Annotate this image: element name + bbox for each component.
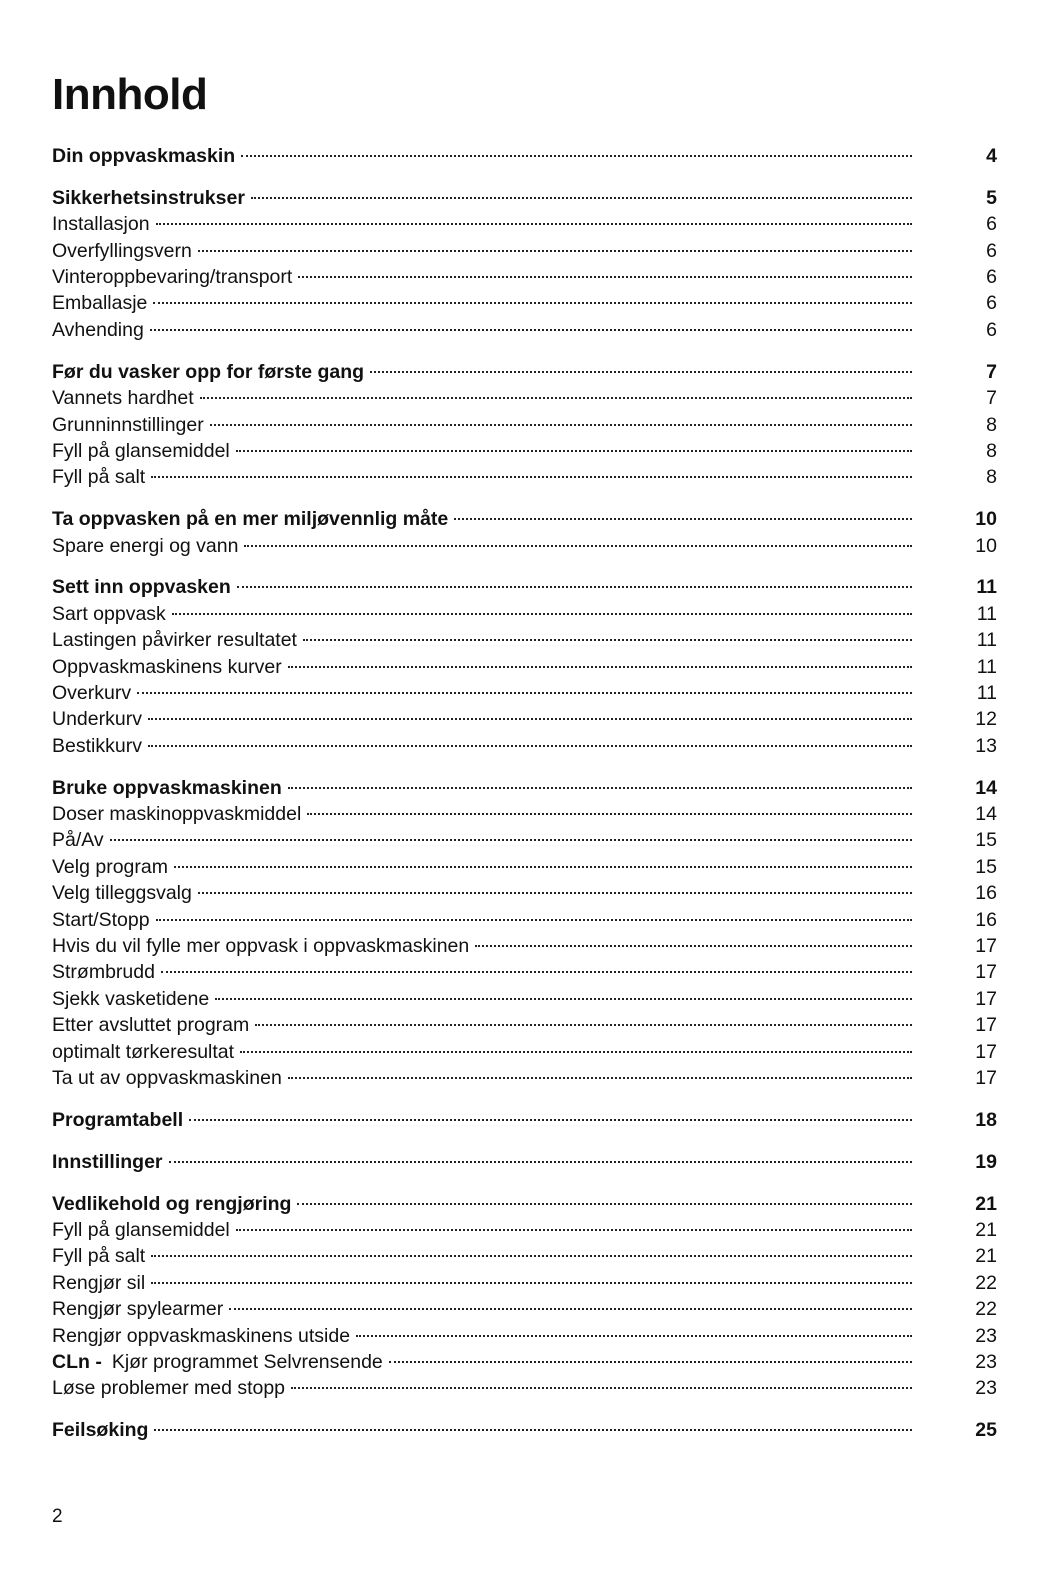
dot-leader-area [145,1287,967,1289]
toc-entry [52,1296,997,1322]
toc-page-number: 14 [975,776,997,799]
dot-leader-area [104,844,967,846]
dot-leader-area [249,1029,967,1031]
dot-leader-area [166,618,967,620]
dot-leader [200,397,912,399]
dot-leader [154,1429,912,1431]
toc-entry-label [52,1243,145,1269]
toc-page-number: 13 [975,734,997,757]
toc-entry-text: Sart oppvask [52,602,166,625]
toc-page-number: 8 [986,439,997,462]
dot-leader-area [145,1260,967,1262]
toc-entry-label [52,317,144,343]
dot-leader [297,1203,912,1205]
dot-leader [298,276,912,278]
toc-entry-text: Vannets hardhet [52,387,194,410]
toc-page-number: 11 [976,655,997,678]
dot-leader [356,1335,912,1337]
toc-page-number: 12 [975,708,997,731]
dot-leader-area [192,255,967,257]
dot-leader-area [297,644,967,646]
toc-entry [52,1323,997,1349]
toc-page-number: 7 [986,360,997,383]
dot-leader [148,718,912,720]
toc-page-number: 6 [986,292,997,315]
toc-entry-text: Vinteroppbevaring/transport [52,266,293,289]
toc-page-number: 6 [986,213,997,236]
dot-leader [255,1024,912,1026]
dot-leader [153,302,912,304]
toc-entry-label [52,907,150,933]
dot-leader-area [245,202,967,204]
dot-leader [241,155,912,157]
toc-entry-label [52,533,238,559]
dot-leader-area [204,429,967,431]
dot-leader-area [291,1208,967,1210]
dot-leader [288,787,912,789]
dot-leader-area [350,1340,967,1342]
toc-entry-text: Grunninnstillinger [52,413,204,436]
dot-leader-area [231,591,967,593]
toc-page-number: 5 [986,186,997,209]
toc-entry-label [52,1296,223,1322]
toc-page-number: 8 [986,466,997,489]
toc-section [52,1149,997,1175]
toc-heading-entry [52,1149,997,1175]
toc-entry [52,907,997,933]
dot-leader [198,892,912,894]
dot-leader [288,1077,912,1079]
dot-leader [240,1051,912,1053]
dot-leader-area [285,1392,967,1394]
toc-entry-label [52,412,204,438]
toc-page-number: 21 [975,1192,997,1215]
dot-leader [151,1255,912,1257]
dot-leader-area [364,376,967,378]
toc-entry-text: Fyll på salt [52,1245,146,1268]
toc-entry [52,827,997,853]
toc-section [52,1417,997,1443]
toc-entry-label [52,185,245,211]
toc-entry [52,627,997,653]
toc-entry [52,1349,997,1375]
toc-section [52,506,997,559]
toc-entry-text: Fyll på salt [52,466,146,489]
toc-page-number: 22 [975,1298,997,1321]
dot-leader [291,1387,912,1389]
toc-heading-entry [52,1417,997,1443]
table-of-contents [52,143,997,1459]
toc-entry-text: Etter avsluttet program [52,1014,250,1037]
toc-entry-label [52,506,448,532]
toc-entry-label [52,775,282,801]
toc-entry [52,680,997,706]
toc-entry-text: Kjør programmet Selvrensende [111,1351,383,1374]
toc-entry-label [52,801,301,827]
toc-heading-entry [52,1107,997,1133]
toc-entry [52,601,997,627]
dot-leader [251,197,912,199]
dot-leader-area [145,481,967,483]
toc-page-number: 21 [975,1245,997,1268]
toc-page-number: 6 [986,318,997,341]
dot-leader-area [142,723,967,725]
toc-heading-entry [52,359,997,385]
toc-page-number: 10 [975,508,997,531]
dot-leader-area [150,924,967,926]
toc-entry-text: Ta ut av oppvaskmaskinen [52,1067,282,1089]
toc-entry [52,1039,997,1065]
dot-leader-area [235,160,967,162]
toc-entry [52,959,997,985]
dot-leader [156,919,912,921]
dot-leader-area [147,307,967,309]
toc-entry-label [52,733,142,759]
toc-page-number: 23 [975,1324,997,1347]
toc-entry-label [52,1349,383,1375]
toc-entry-label [52,385,194,411]
toc-entry [52,706,997,732]
toc-section [52,185,997,343]
toc-entry-text: Din oppvaskmaskin [52,145,236,167]
toc-entry-label [52,290,147,316]
toc-page-number: 22 [975,1271,997,1294]
toc-entry-text: optimalt tørkeresultat [52,1040,235,1063]
toc-page-number: 23 [975,1377,997,1400]
toc-entry-text: Bruke oppvaskmaskinen [52,776,282,799]
toc-entry-text: På/Av [52,829,104,852]
toc-entry-label [52,211,150,237]
toc-page-number: 11 [976,602,997,625]
dot-leader [236,450,912,452]
dot-leader [174,866,912,868]
toc-entry-label [52,264,292,290]
dot-leader-area [163,1166,967,1168]
dot-leader-area [383,1366,967,1368]
dot-leader-area [230,455,967,457]
toc-section [52,574,997,759]
dot-leader-area [282,792,967,794]
dot-leader [198,250,912,252]
toc-entry-label [52,1217,230,1243]
dot-leader-area [148,1434,967,1436]
toc-entry-text: Feilsøking [52,1419,149,1442]
toc-entry-label [52,1323,350,1349]
toc-entry-text: Ta oppvasken på en mer miljøvennlig måte [52,508,449,531]
toc-entry-label [52,601,166,627]
toc-entry-text: Fyll på glansemiddel [52,439,230,462]
toc-heading-entry [52,185,997,211]
toc-entry [52,1270,997,1296]
dot-leader-area [469,950,967,952]
toc-page-number: 10 [975,534,997,557]
toc-page-number: 23 [975,1351,997,1374]
toc-entry [52,801,997,827]
toc-entry-text: Sjekk vasketidene [52,987,210,1010]
toc-entry-label [52,359,364,385]
dot-leader [370,371,912,373]
toc-heading-entry [52,1191,997,1217]
dot-leader [210,424,912,426]
dot-leader [169,1161,912,1163]
toc-page-number: 4 [986,145,997,167]
dot-leader-area [209,1003,967,1005]
toc-heading-entry [52,143,997,169]
toc-section [52,359,997,491]
toc-entry-label [52,986,209,1012]
toc-entry [52,1217,997,1243]
dot-leader-area [448,523,967,525]
toc-entry [52,211,997,237]
dot-leader-area [238,550,967,552]
toc-entry-label [52,854,168,880]
toc-entry-text: Rengjør sil [52,1271,146,1294]
dot-leader-area [192,897,967,899]
toc-entry [52,1243,997,1269]
dot-leader [137,692,912,694]
toc-page-number: 17 [975,935,997,958]
toc-entry-label [52,1191,291,1217]
toc-entry-text: Velg tilleggsvalg [52,882,192,905]
toc-entry-label [52,143,235,169]
toc-entry [52,385,997,411]
dot-leader [110,839,912,841]
toc-entry-text: Installasjon [52,213,150,236]
toc-entry-text: Velg program [52,855,168,878]
dot-leader [151,476,912,478]
toc-entry [52,1012,997,1038]
dot-leader-area [234,1056,967,1058]
toc-entry-label [52,706,142,732]
toc-entry-text: Underkurv [52,708,142,731]
toc-entry-text: Programtabell [52,1108,184,1131]
toc-entry [52,933,997,959]
dot-leader-area [131,697,967,699]
dot-leader-area [230,1234,967,1236]
toc-entry-text: Rengjør spylearmer [52,1298,224,1321]
dot-leader-area [282,671,967,673]
toc-section [52,1107,997,1133]
toc-entry [52,264,997,290]
toc-entry-text: Strømbrudd [52,961,155,984]
toc-page-number: 17 [975,961,997,984]
dot-leader [475,945,912,947]
toc-page-number: 8 [986,413,997,436]
dot-leader [150,329,912,331]
toc-entry-text: Før du vasker opp for første gang [52,360,365,383]
toc-entry-text: Bestikkurv [52,734,142,757]
dot-leader [148,745,912,747]
toc-entry-label [52,680,131,706]
dot-leader [236,1229,912,1231]
toc-entry-label [52,1417,148,1443]
toc-page-number: 15 [975,855,997,878]
dot-leader-area [168,871,967,873]
toc-entry [52,290,997,316]
toc-entry-label [52,1012,249,1038]
toc-entry-label [52,933,469,959]
dot-leader-area [194,402,967,404]
toc-entry-text: Vedlikehold og rengjøring [52,1192,292,1215]
toc-entry [52,654,997,680]
toc-entry-label [52,1270,145,1296]
toc-entry-label [52,574,231,600]
dot-leader-area [301,818,967,820]
toc-entry-label [52,1375,285,1401]
toc-entry-text: Start/Stopp [52,908,150,931]
toc-entry-text: Spare energi og vann [52,534,239,557]
dot-leader [389,1361,912,1363]
page-title: Innhold [52,70,208,119]
toc-entry-text: Sett inn oppvasken [52,576,231,599]
toc-page-number: 17 [975,1040,997,1063]
dot-leader-area [292,281,967,283]
page-number: 2 [52,1506,63,1527]
toc-page-number: 16 [975,882,997,905]
toc-page-number: 7 [986,387,997,410]
toc-entry-text: Doser maskinoppvaskmiddel [52,803,302,826]
toc-entry-text: Rengjør oppvaskmaskinens utside [52,1324,351,1347]
toc-page-number: 11 [976,629,997,652]
dot-leader [229,1308,912,1310]
dot-leader [189,1119,912,1121]
toc-heading-entry [52,574,997,600]
toc-page-number: 21 [975,1219,997,1242]
dot-leader-area [282,1082,967,1084]
toc-entry-label [52,238,192,264]
dot-leader-area [144,334,967,336]
toc-entry-prefix: CLn - [52,1351,102,1374]
dot-leader [244,545,912,547]
toc-entry-label [52,438,230,464]
toc-entry-text: Lastingen påvirker resultatet [52,629,297,652]
dot-leader [454,518,912,520]
dot-leader [151,1282,912,1284]
dot-leader [307,813,912,815]
toc-entry-label [52,1107,183,1133]
toc-entry-text: Løse problemer med stopp [52,1377,286,1400]
toc-entry [52,317,997,343]
toc-entry [52,238,997,264]
toc-entry-label [52,1065,282,1091]
toc-entry-text: Hvis du vil fylle mer oppvask i oppvaskmaskinen [52,935,470,958]
toc-page-number: 17 [975,1067,997,1089]
toc-entry [52,1375,997,1401]
toc-entry-text: Avhending [52,318,144,341]
dot-leader [288,666,912,668]
toc-page-number: 6 [986,266,997,289]
toc-entry [52,854,997,880]
dot-leader-area [155,976,967,978]
toc-entry-text: Sikkerhetsinstrukser [52,186,245,209]
toc-entry-label [52,464,145,490]
toc-heading-entry [52,506,997,532]
toc-page-number: 18 [975,1108,997,1131]
toc-page-number: 25 [975,1419,997,1442]
toc-entry-text: Overkurv [52,682,132,705]
toc-entry-text: Emballasje [52,292,148,315]
toc-entry [52,986,997,1012]
dot-leader [161,971,912,973]
toc-page-number: 17 [975,987,997,1010]
dot-leader-area [223,1313,967,1315]
toc-page-number: 17 [975,1014,997,1037]
dot-leader-area [150,228,967,230]
toc-page-number: 11 [976,576,997,599]
toc-entry [52,733,997,759]
toc-entry-label [52,1039,234,1065]
toc-entry [52,438,997,464]
toc-section [52,1191,997,1402]
toc-page-number: 6 [986,239,997,262]
toc-entry-label [52,654,282,680]
toc-entry-label [52,959,155,985]
toc-section [52,143,997,169]
toc-entry-text: Innstillinger [52,1150,163,1173]
toc-entry-label [52,880,192,906]
dot-leader-area [142,750,967,752]
dot-leader [303,639,912,641]
toc-entry [52,412,997,438]
toc-entry-text: Oppvaskmaskinens kurver [52,655,282,678]
toc-entry [52,880,997,906]
toc-entry-text: Fyll på glansemiddel [52,1219,230,1242]
toc-entry [52,1065,997,1091]
toc-page-number: 19 [975,1150,997,1173]
toc-entry [52,464,997,490]
toc-entry-label [52,627,297,653]
dot-leader [237,586,912,588]
toc-page-number: 15 [975,829,997,852]
toc-page-number: 16 [975,908,997,931]
dot-leader-area [183,1124,967,1126]
dot-leader [215,998,912,1000]
toc-entry-label [52,1149,163,1175]
toc-page-number: 14 [975,803,997,826]
toc-entry-text: Overfyllingsvern [52,239,192,262]
dot-leader [172,613,912,615]
toc-entry [52,533,997,559]
toc-section [52,775,997,1092]
toc-heading-entry [52,775,997,801]
toc-page-number: 11 [976,682,997,705]
dot-leader [156,223,912,225]
toc-entry-label [52,827,104,853]
